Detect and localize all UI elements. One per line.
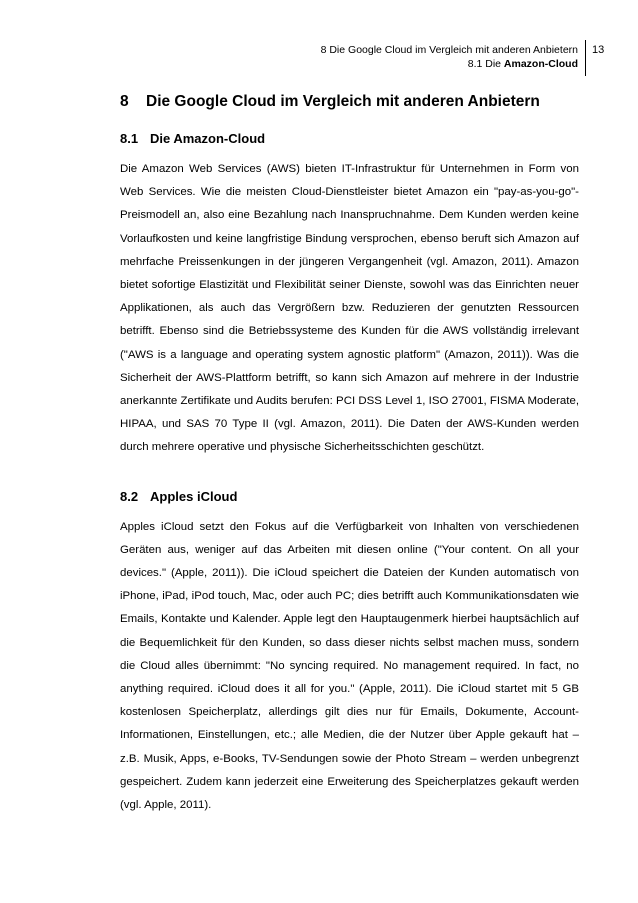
section-number: 8.2 (120, 488, 139, 504)
section-heading-amazon (120, 128, 579, 150)
page-content (120, 90, 579, 817)
chapter-number: 8 (120, 93, 129, 110)
section-paragraph-icloud: Apples iCloud setzt den Fokus auf die Verfügbarkeit von Inhalten von verschiedenen Geräten aus, weniger auf das Arbeiten mit diesen online ("Your content. On all your devices." (Apple, 2011)). Die iCloud speichert die Dateien der Kunden automatisch von iPhone, iPad, iPod touch, Mac, oder auch PC; dies betrifft auch Kommunikationsdaten wie Emails, Kontakte und Kalender. Apple legt den Hauptaugenmerk hierbei hauptsächlich auf die Bequemlichkeit für den Kunden, so dass dieser nichts selbst machen muss, sondern die Cloud alles übernimmt: "No syncing required. No management required. In fact, no anything required. iCloud does it all for you." (Apple, 2011). Die iCloud startet mit 5 GB kostenlosen Speicherplatz, allerdings gilt dies nur für Emails, Dokumente, Account-Informationen, Einstellungen, etc.; alle Medien, die der Nutzer über Apple gekauft hat – z.B. Musik, Apps, e-Books, TV-Sendungen sowie der Photo Stream – werden unbegrenzt gespeichert. Zudem kann jederzeit eine Erweiterung des Speicherplatzes gekauft werden (vgl. Apple, 2011). (120, 520, 579, 812)
header-separator (585, 40, 586, 76)
running-header (120, 43, 578, 71)
section-number: 8.1 (120, 131, 139, 146)
header-section-line (120, 57, 578, 71)
header-section-prefix: 8.1 Die (467, 58, 504, 70)
header-chapter-line: 8 Die Google Cloud im Vergleich mit anderen Anbietern (320, 44, 578, 56)
section-paragraph-amazon: Die Amazon Web Services (AWS) bieten IT-Infrastruktur für Unternehmen in Form von Web Services. Wie die meisten Cloud-Dienstleister bietet Amazon ein "pay-as-you-go"-Preismodell an, also eine Bezahlung nach Inanspruchnahme. Dem Kunden werden keine Vorlaufkosten und keine langfristige Bindung versprochen, ebenso beruft sich Amazon auf mehrfache Preissenkungen in der jüngeren Vergangenheit (vgl. Amazon, 2011). Amazon bietet sofortige Elastizität und Flexibilität seiner Dienste, sowohl was das Einrichten neuer Applikationen, als auch das Vergrößern bzw. Reduzieren der genutzten Ressourcen betrifft. Ebenso sind die Betriebssysteme des Kunden für die AWS vollständig irrelevant ("AWS is a language and operating system agnostic platform" (Amazon, 2011)). Was die Sicherheit der AWS-Plattform betrifft, so kann sich Amazon auf mehrere in der Industrie anerkannte Zertifikate und Audits berufen: PCI DSS Level 1, ISO 27001, FISMA Moderate, HIPAA, und SAS 70 Type II (vgl. Amazon, 2011). Die Daten der AWS-Kunden werden durch mehrere operative und physische Sicherheitsschichten geschützt. (120, 163, 579, 454)
chapter-heading (120, 90, 579, 114)
section-title: Apples iCloud (150, 488, 238, 504)
section-heading-icloud (120, 486, 579, 508)
section-title: Die Amazon-Cloud (150, 131, 266, 146)
header-section-bold: Amazon-Cloud (503, 58, 578, 70)
page-number: 13 (592, 44, 605, 56)
chapter-title: Die Google Cloud im Vergleich mit anderen Anbietern (146, 93, 540, 110)
